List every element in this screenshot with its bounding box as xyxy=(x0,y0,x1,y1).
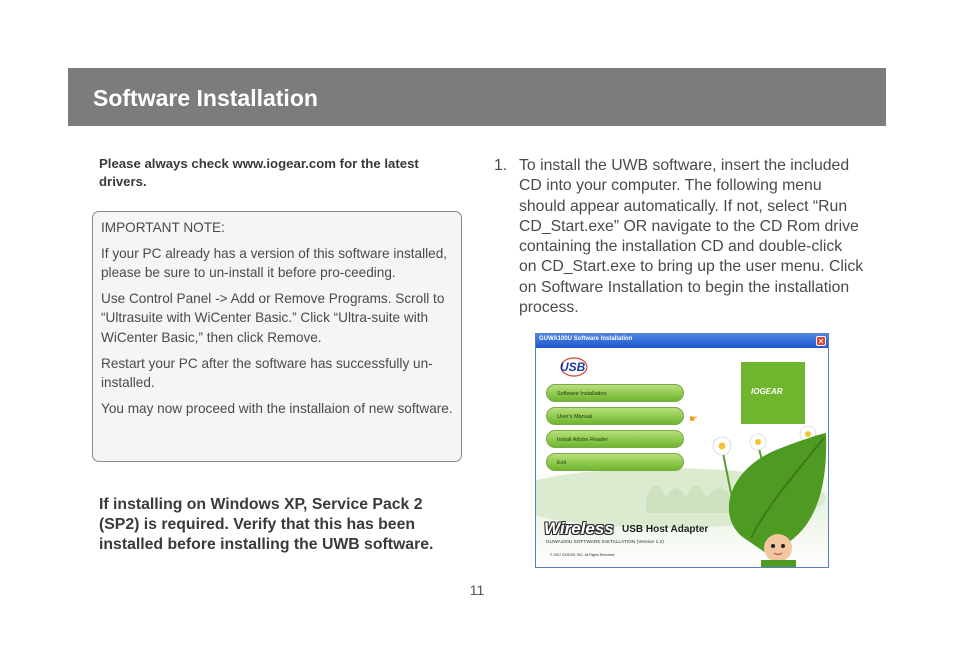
page-title: Software Installation xyxy=(93,85,318,111)
page-number: 11 xyxy=(469,582,485,598)
important-note-box xyxy=(92,211,462,462)
driver-update-note: Please always check www.iogear.com for the latest drivers. xyxy=(99,156,419,189)
important-note-heading: IMPORTANT NOTE: xyxy=(101,220,225,235)
iogear-brand-box xyxy=(741,362,805,424)
product-suffix: USB Host Adapter xyxy=(622,524,709,535)
copyright-line: © 2007 IOGEAR, INC. All Rights Reserved. xyxy=(550,553,616,557)
hand-cursor-icon: ☛ xyxy=(689,414,698,425)
step-number: 1. xyxy=(494,157,508,174)
product-name: Wireless xyxy=(544,519,614,538)
step-text: To install the UWB software, insert the included CD into your computer. The following menu should appear automatically. If not, select “Run CD_Start.exe” OR navigate to the CD Rom drive containing the installation CD and double-click on CD_Start.exe to bring up the user menu. Click on Software Installation to begin the installation process. xyxy=(519,157,864,317)
close-icon[interactable]: ✕ xyxy=(817,337,825,346)
important-note-paragraph: Use Control Panel -> Add or Remove Programs. Scroll to “Ultrasuite with WiCenter Basic.” Click “Ultra-suite with WiCenter Basic,” then click Remove. xyxy=(101,290,445,345)
windows-xp-requirement: If installing on Windows XP, Service Pack 2 (SP2) is required. Verify that this has been installed before installing the UWB software. xyxy=(99,496,434,553)
usb-logo xyxy=(550,356,588,378)
installer-body xyxy=(536,348,828,567)
software-installation-button[interactable]: Software Installation xyxy=(546,384,684,402)
usb-logo-text: USB xyxy=(560,360,586,374)
leaf-mascot-icon xyxy=(729,433,826,567)
header-bar xyxy=(68,68,886,126)
important-note-paragraph: If your PC already has a version of this software installed, please be sure to un-install it before pro-ceeding. xyxy=(101,245,448,281)
important-note-paragraph: You may now proceed with the installaion of new software. xyxy=(101,400,453,416)
installer-screenshot xyxy=(535,333,829,568)
version-line: GUWA100U SOFTWARE INSTALLATION (Version 1.2) xyxy=(546,540,664,545)
installer-titlebar xyxy=(536,334,828,348)
install-adobe-reader-button[interactable]: Install Adobe Reader xyxy=(546,430,684,448)
important-note-paragraph: Restart your PC after the software has successfully un-installed. xyxy=(101,355,433,391)
iogear-logo: IOGEAR xyxy=(751,387,783,396)
users-manual-button[interactable]: User's Manual xyxy=(546,407,684,425)
exit-button[interactable]: Exit xyxy=(546,453,684,471)
installer-title: GUWA100U Software Installation xyxy=(539,336,633,342)
